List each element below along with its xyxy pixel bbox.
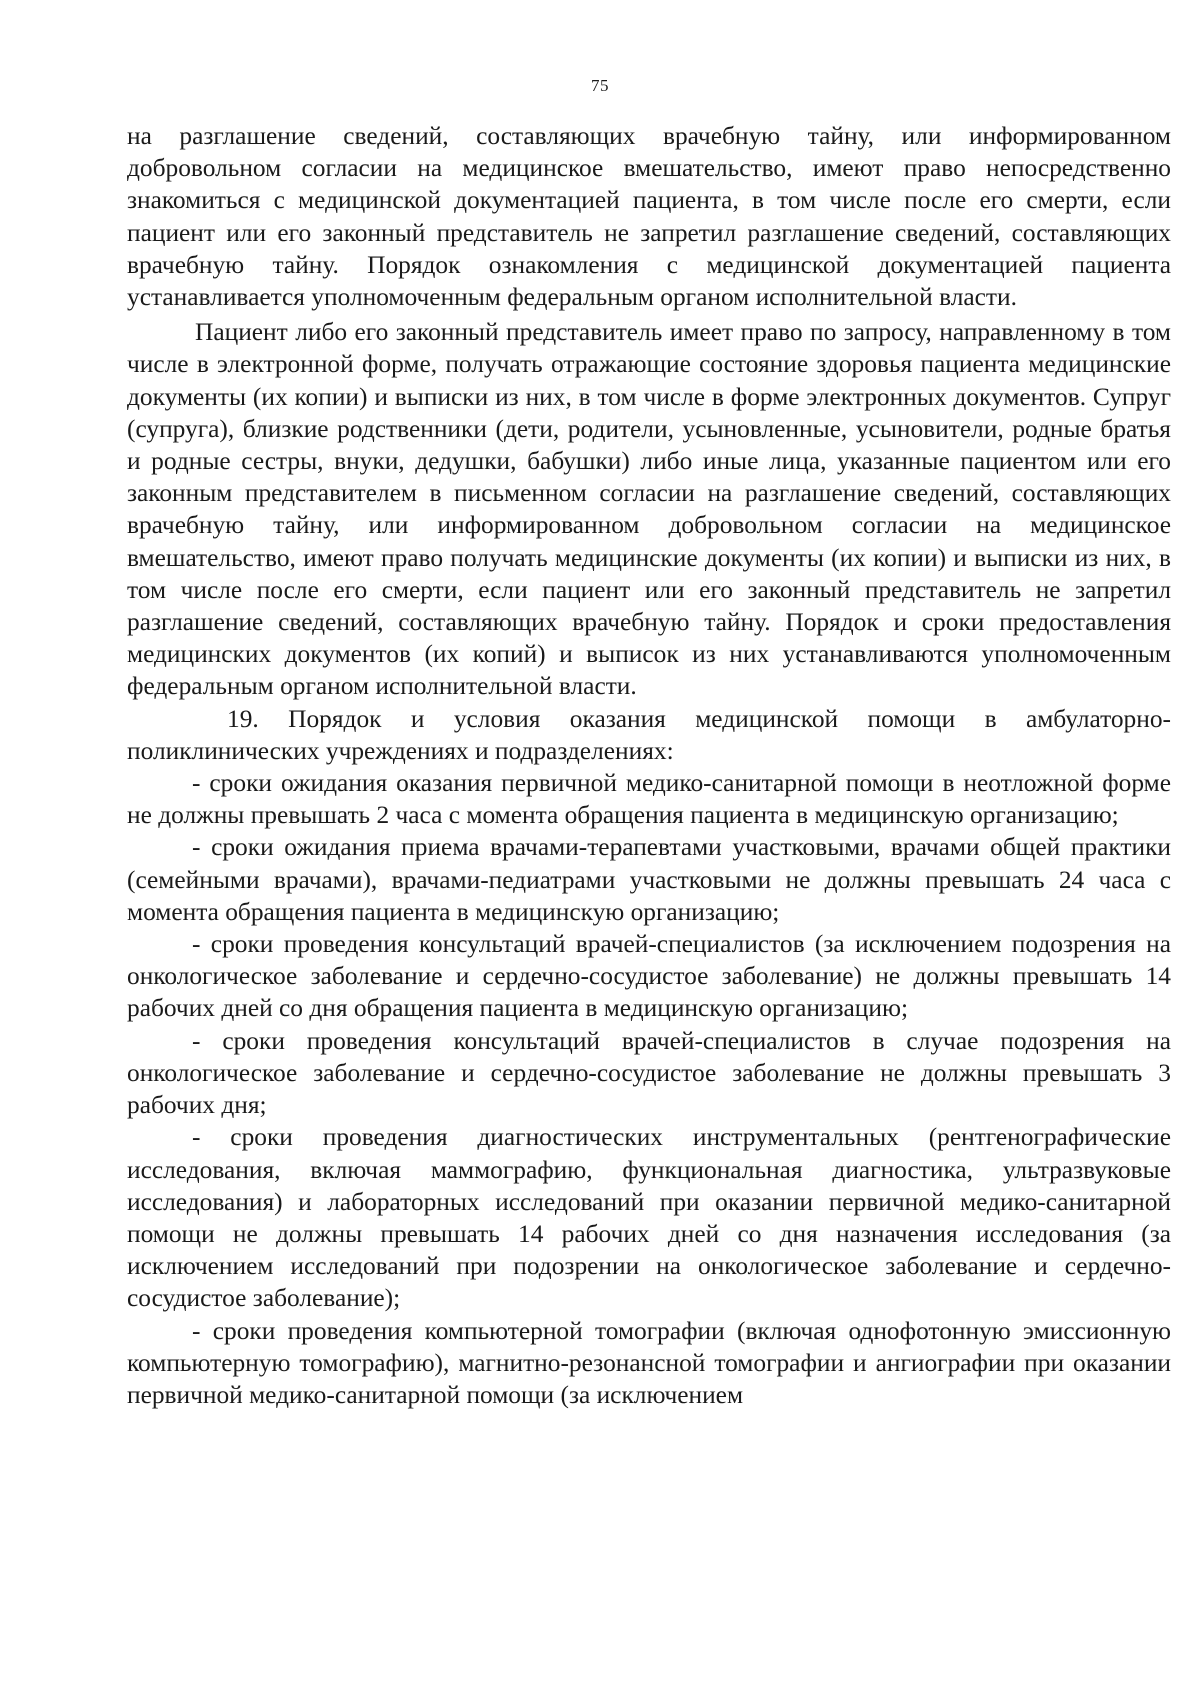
list-item-oncology-consultation: - сроки проведения консультаций врачей-специалистов в случае подозрения на онкологическое заболевание и сердечно-сосудистое заболевание не должны превышать 3 рабочих дня;: [127, 1026, 1171, 1120]
list-item-urgent-care-wait: - сроки ожидания оказания первичной медико-санитарной помощи в неотложной форме не должны превышать 2 часа с момента обращения пациента в медицинскую организацию;: [127, 769, 1171, 830]
list-item-diagnostics: - сроки проведения диагностических инструментальных (рентгенографические исследования, включая маммографию, функциональная диагностика, ультразвуковые исследования) и лабораторных исследований при оказании первичной медико-санитарной помощи не должны превышать 14 рабочих дней со дня назначения исследования (за исключением исследований при подозрении на онкологическое заболевание и сердечно-сосудистое заболевание);: [127, 1123, 1171, 1313]
paragraph-patient-rights: Пациент либо его законный представитель имеет право по запросу, направленному в том числе в электронной форме, получать отражающие состояние здоровья пациента медицинские документы (их копии) и выписки из них, в том числе в форме электронных документов. Супруг (супруга), близкие родственники (дети, родители, усыновленные, усыновители, родные братья и родные сестры, внуки, дедушки, бабушки) либо иные лица, указанные пациентом или его законным представителем в письменном согласии на разглашение сведений, составляющих врачебную тайну, или информированном добровольном согласии на медицинское вмешательство, имеют право получать медицинские документы (их копии) и выписки из них, в том числе после его смерти, если пациент или его законный представитель не запретил разглашение сведений, составляющих врачебную тайну. Порядок и сроки предоставления медицинских документов (их копий) и выписок из них устанавливаются уполномоченным федеральным органом исполнительной власти.: [127, 318, 1171, 701]
list-item-specialist-consultation: - сроки проведения консультаций врачей-специалистов (за исключением подозрения на онкологическое заболевание и сердечно-сосудистое заболевание) не должны превышать 14 рабочих дней со дня обращения пациента в медицинскую организацию;: [127, 930, 1171, 1023]
list-item-therapist-wait: - сроки ожидания приема врачами-терапевтами участковыми, врачами общей практики (семейными врачами), врачами-педиатрами участковыми не должны превышать 24 часа с момента обращения пациента в медицинскую организацию;: [127, 833, 1171, 926]
document-body: [127, 120, 1171, 1411]
paragraph-section-19: 19. Порядок и условия оказания медицинской помощи в амбулаторно-поликлинических учреждениях и подразделениях:: [127, 704, 1171, 765]
paragraph-continuation: на разглашение сведений, составляющих врачебную тайну, или информированном добровольном согласии на медицинское вмешательство, имеют право непосредственно знакомиться с медицинской документацией пациента, в том числе после его смерти, если пациент или его законный представитель не запретил разглашение сведений, составляющих врачебную тайну. Порядок ознакомления с медицинской документацией пациента устанавливается уполномоченным федеральным органом исполнительной власти.: [127, 122, 1171, 312]
page-number: 75: [591, 76, 609, 95]
list-item-tomography: - сроки проведения компьютерной томографии (включая однофотонную эмиссионную компьютерную томографию), магнитно-резонансной томографии и ангиографии при оказании первичной медико-санитарной помощи (за исключением: [127, 1316, 1171, 1409]
